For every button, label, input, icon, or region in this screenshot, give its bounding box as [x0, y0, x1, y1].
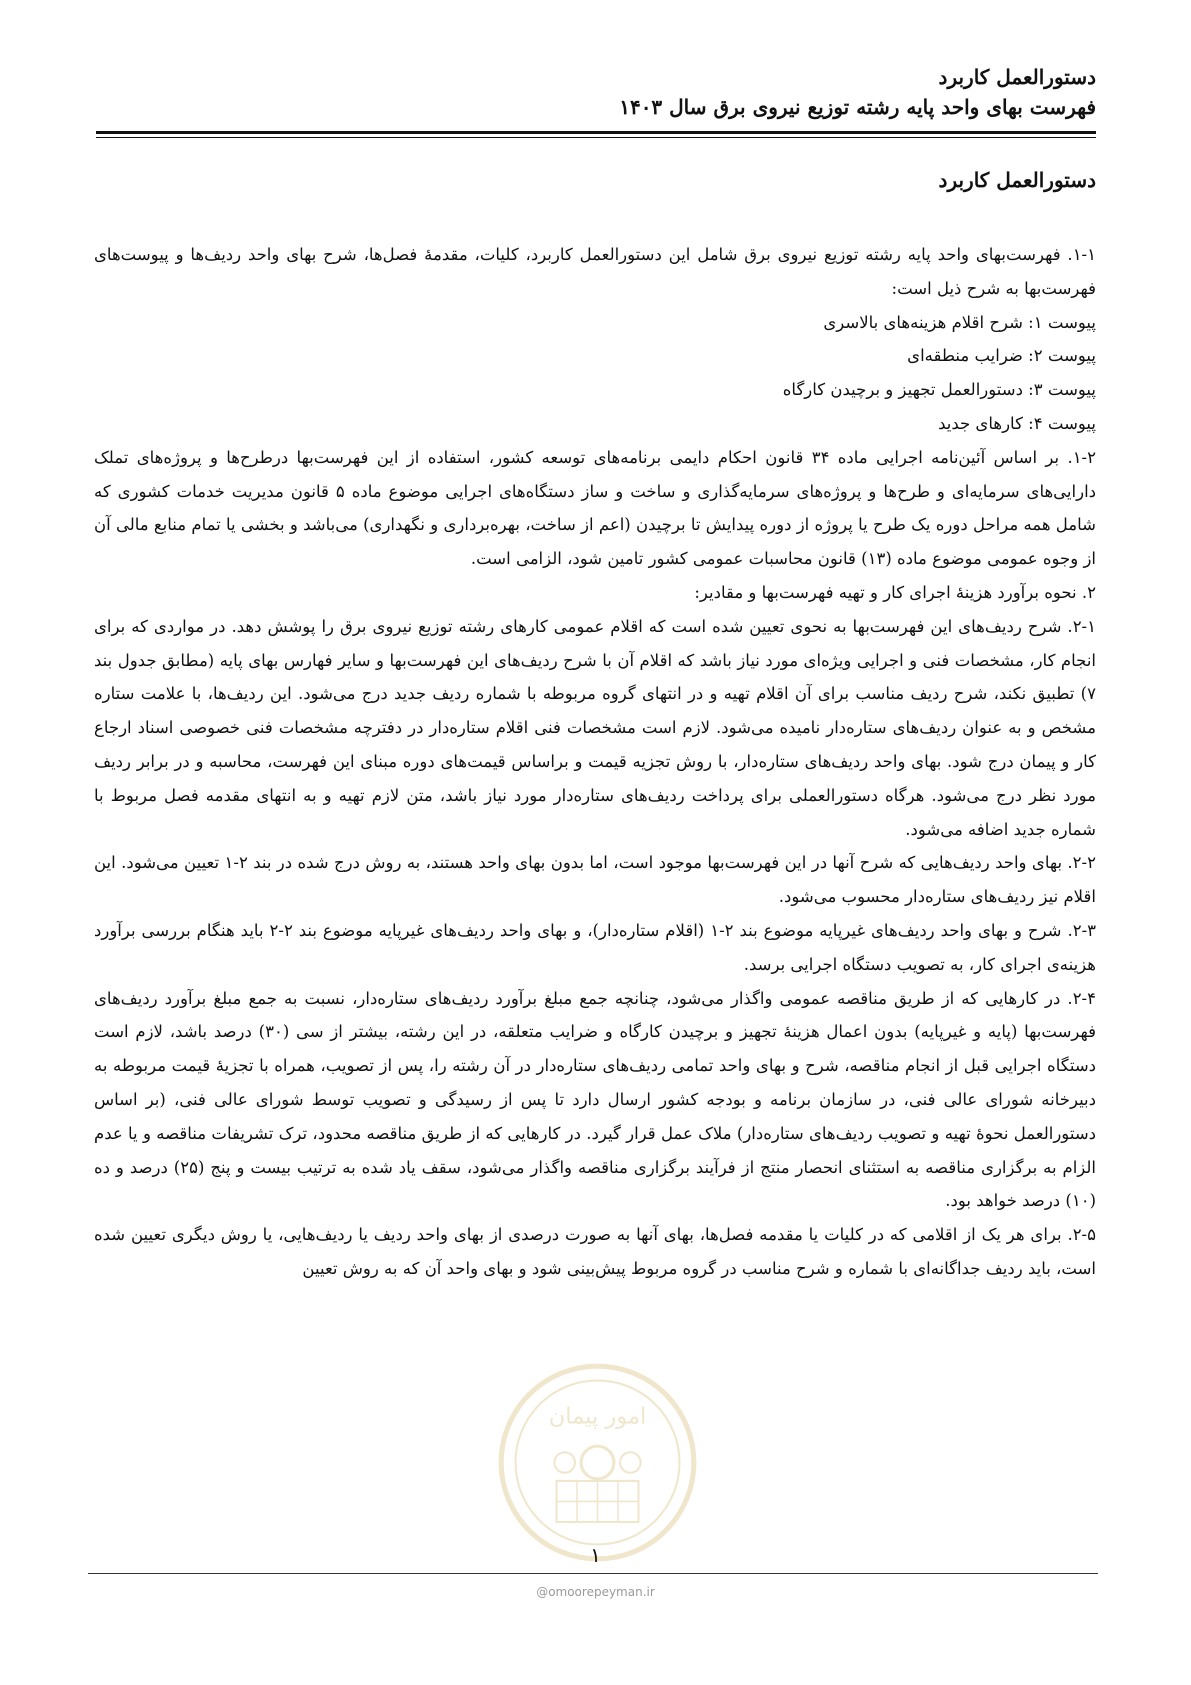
appendix-2: پیوست ۲: ضرایب منطقه‌ای	[907, 346, 1096, 366]
footer-website: @omoorepeyman.ir	[536, 1585, 655, 1599]
paragraph-2-1: ۲-۱. شرح ردیف‌های این فهرست‌بها به نحوی تعیین شده است که اقلام عمومی کارهای رشته توزیع نیروی برق را پوشش دهد. در مواردی که برای انجام کار، مشخصات فنی و اجرایی ویژه‌ای مورد نیاز باشد که اقلام آن با شرح ردیف‌های این فهرست‌بها و سایر فهارس بهای پایه (مطابق جدول بند ۷) تطبیق نکند، شرح ردیف مناسب برای آن اقلام تهیه و در انتهای گروه مربوطه با شماره ردیف جدید درج می‌شود. این ردیف‌ها، با علامت ستاره مشخص و به عنوان ردیف‌های ستاره‌دار نامیده می‌شود. لازم است مشخصات فنی اقلام ستاره‌دار در دفترچه مشخصات فنی خصوصی اسناد ارجاع کار و پیمان درج شود. بهای واحد ردیف‌های ستاره‌دار، با روش تجزیه قیمت و براساس قیمت‌های دوره مبنای این فهرست، محاسبه و در برابر ردیف مورد نظر درج می‌شود. هرگاه دستورالعملی برای پرداخت ردیف‌های ستاره‌دار مورد نیاز باشد، متن لازم تهیه و به انتهای مقدمه فصل مربوط با شماره جدید اضافه می‌شود.	[94, 616, 1096, 839]
paragraph-2: ۲. نحوه برآورد هزینهٔ اجرای کار و تهیه فهرست‌بها و مقادیر:	[694, 582, 1096, 602]
paragraph-1-1: ۱-۱. فهرست‌بهای واحد پایه رشته توزیع نیروی برق شامل این دستورالعمل کاربرد، کلیات، مقدمهٔ فصل‌ها، شرح بهای واحد ردیف‌ها و پیوست‌های فهرست‌بها به شرح ذیل است:	[94, 245, 1096, 298]
appendix-4: پیوست ۴: کارهای جدید	[938, 413, 1096, 433]
header-rule-thick	[96, 131, 1096, 134]
paragraph-2-4: ۲-۴. در کارهایی که از طریق مناقصه عمومی واگذار می‌شود، چنانچه جمع مبلغ برآورد ردیف‌های ستاره‌دار، نسبت به جمع مبلغ برآورد ردیف‌های فهرست‌بها (پایه و غیرپایه) بدون اعمال هزینهٔ تجهیز و برچیدن کارگاه و ضرایب متعلقه، در این رشته، بیشتر از سی (۳۰) درصد باشد، لازم است دستگاه اجرایی قبل از انجام مناقصه، شرح و بهای واحد تمامی ردیف‌های ستاره‌دار در آن رشته را، پس از تصویب، همراه با تجزیهٔ قیمت مربوطه به دبیرخانه شورای عالی فنی، در سازمان برنامه و بودجه کشور ارسال دارد تا پس از رسیدگی و تصویب توسط شورای عالی فنی، (بر اساس دستورالعمل نحوهٔ تهیه و تصویب ردیف‌های ستاره‌دار) ملاک عمل قرار گیرد. در کارهایی که از طریق مناقصه محدود، ترک تشریفات مناقصه و یا عدم الزام به برگزاری مناقصه به استثنای انحصار منتج از فرآیند برگزاری مناقصه واگذار می‌شود، سقف یاد شده به ترتیب بیست و پنج (۲۵) درصد و ده (۱۰) درصد خواهد بود.	[94, 988, 1097, 1211]
appendix-3: پیوست ۳: دستورالعمل تجهیز و برچیدن کارگاه	[782, 380, 1096, 400]
header-rule-thin	[96, 137, 1096, 138]
header-title: دستورالعمل کاربرد	[938, 65, 1096, 89]
running-header	[96, 62, 1096, 122]
paragraph-2-2: ۲-۲. بهای واحد ردیف‌هایی که شرح آنها در این فهرست‌بها موجود است، اما بدون بهای واحد هستند، به روش درج شده در بند ۲-۱ تعیین می‌شود. این اقلام نیز ردیف‌های ستاره‌دار محسوب می‌شود.	[94, 853, 1096, 907]
paragraph-2-3: ۲-۳. شرح و بهای واحد ردیف‌های غیرپایه موضوع بند ۲-۱ (اقلام ستاره‌دار)، و بهای واحد ردیف‌های غیرپایه موضوع بند ۲-۲ باید هنگام بررسی برآورد هزینه‌ی اجرای کار، به تصویب دستگاه اجرایی برسد.	[94, 920, 1097, 974]
page-number: ۱	[590, 1543, 601, 1567]
watermark-logo	[495, 1360, 700, 1565]
paragraph-1-2: ۱-۲. بر اساس آئین‌نامه اجرایی ماده ۳۴ قانون احکام دایمی برنامه‌های توسعه کشور، استفاده از این فهرست‌بها درطرح‌ها و پروژه‌های تملک دارایی‌های سرمایه‌ای و طرح‌ها و پروژه‌های سرمایه‌گذاری و ساخت و ساز دستگاه‌های اجرایی موضوع ماده ۵ قانون مدیریت خدمات کشوری که شامل همه مراحل دوره یک طرح یا پروژه از دوره پیدایش تا برچیدن (اعم از ساخت، بهره‌برداری و نگهداری) می‌باشد و بخشی یا تمام منابع مالی آن از وجوه عمومی موضوع ماده (۱۳) قانون محاسبات عمومی کشور تامین شود، الزامی است.	[94, 447, 1096, 569]
body-text	[94, 238, 1096, 1286]
footer-rule	[88, 1573, 1098, 1574]
section-title: دستورالعمل کاربرد	[938, 168, 1096, 192]
appendix-1: پیوست ۱: شرح اقلام هزینه‌های بالاسری	[823, 312, 1096, 332]
watermark-text: امور پیمان	[548, 1403, 647, 1430]
header-subtitle: فهرست بهای واحد پایه رشته توزیع نیروی برق سال ۱۴۰۳	[619, 95, 1096, 119]
paragraph-2-5: ۲-۵. برای هر یک از اقلامی که در کلیات یا مقدمه فصل‌ها، بهای آنها به صورت درصدی از بهای واحد ردیف یا ردیف‌هایی، یا روش دیگری تعیین شده است، باید ردیف جداگانه‌ای با شماره و شرح مناسب در گروه مربوط پیش‌بینی شود و بهای واحد آن که به روش تعیین	[94, 1225, 1096, 1278]
